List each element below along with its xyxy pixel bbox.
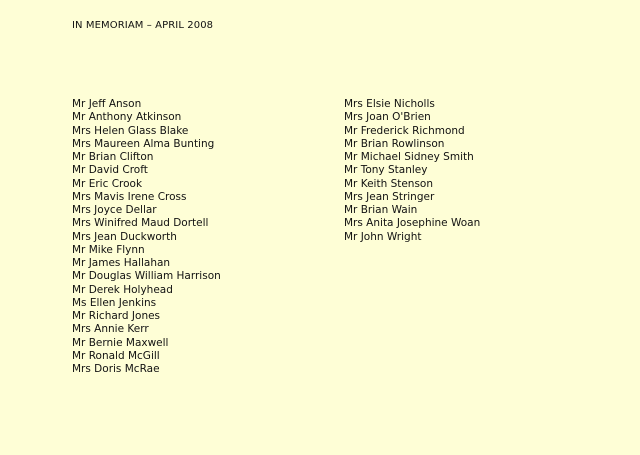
list-item: Mr David Croft [72, 164, 148, 177]
list-item: Mrs Elsie Nicholls [344, 98, 435, 110]
list-item: Mr Keith Stenson [344, 177, 434, 190]
list-item: Mr Jeff Anson [72, 98, 142, 110]
list-item: Mrs Mavis Irene Cross [72, 190, 187, 203]
name-list-right [344, 98, 480, 244]
list-item: Mr Derek Holyhead [72, 283, 173, 296]
list-item: Mr Eric Crook [72, 177, 143, 190]
list-item: Mrs Joan O'Brien [344, 111, 431, 124]
list-item: Mrs Doris McRae [72, 363, 160, 375]
list-item: Mr Bernie Maxwell [72, 336, 169, 349]
list-item: Mrs Annie Kerr [72, 323, 149, 336]
list-item: Mr Brian Rowlinson [344, 137, 445, 150]
list-item: Mr Michael Sidney Smith [344, 151, 474, 163]
list-item: Mrs Joyce Dellar [72, 204, 157, 216]
list-item: Mr Ronald McGill [72, 349, 160, 362]
list-item: Mr Frederick Richmond [344, 124, 465, 137]
list-item: Mr Mike Flynn [72, 243, 145, 256]
list-item: Mrs Maureen Alma Bunting [72, 137, 215, 150]
list-item: Mr Tony Stanley [344, 164, 428, 177]
list-item: Mrs Winifred Maud Dortell [72, 217, 209, 230]
list-item: Mr Douglas William Harrison [72, 270, 221, 283]
list-item: Mrs Anita Josephine Woan [344, 217, 481, 230]
list-item: Mrs Jean Stringer [344, 190, 435, 203]
name-list-left [72, 98, 221, 376]
list-item: Mr Richard Jones [72, 310, 161, 322]
list-item: Mr Brian Clifton [72, 151, 154, 163]
list-item: Ms Ellen Jenkins [72, 296, 157, 309]
list-item: Mr John Wright [344, 230, 422, 243]
list-item: Mr James Hallahan [72, 257, 171, 269]
list-item: Mr Brian Wain [344, 204, 418, 216]
list-item: Mrs Jean Duckworth [72, 230, 177, 243]
list-item: Mrs Helen Glass Blake [72, 124, 189, 137]
page-title: IN MEMORIAM – APRIL 2008 [72, 20, 214, 31]
list-item: Mr Anthony Atkinson [72, 111, 182, 124]
